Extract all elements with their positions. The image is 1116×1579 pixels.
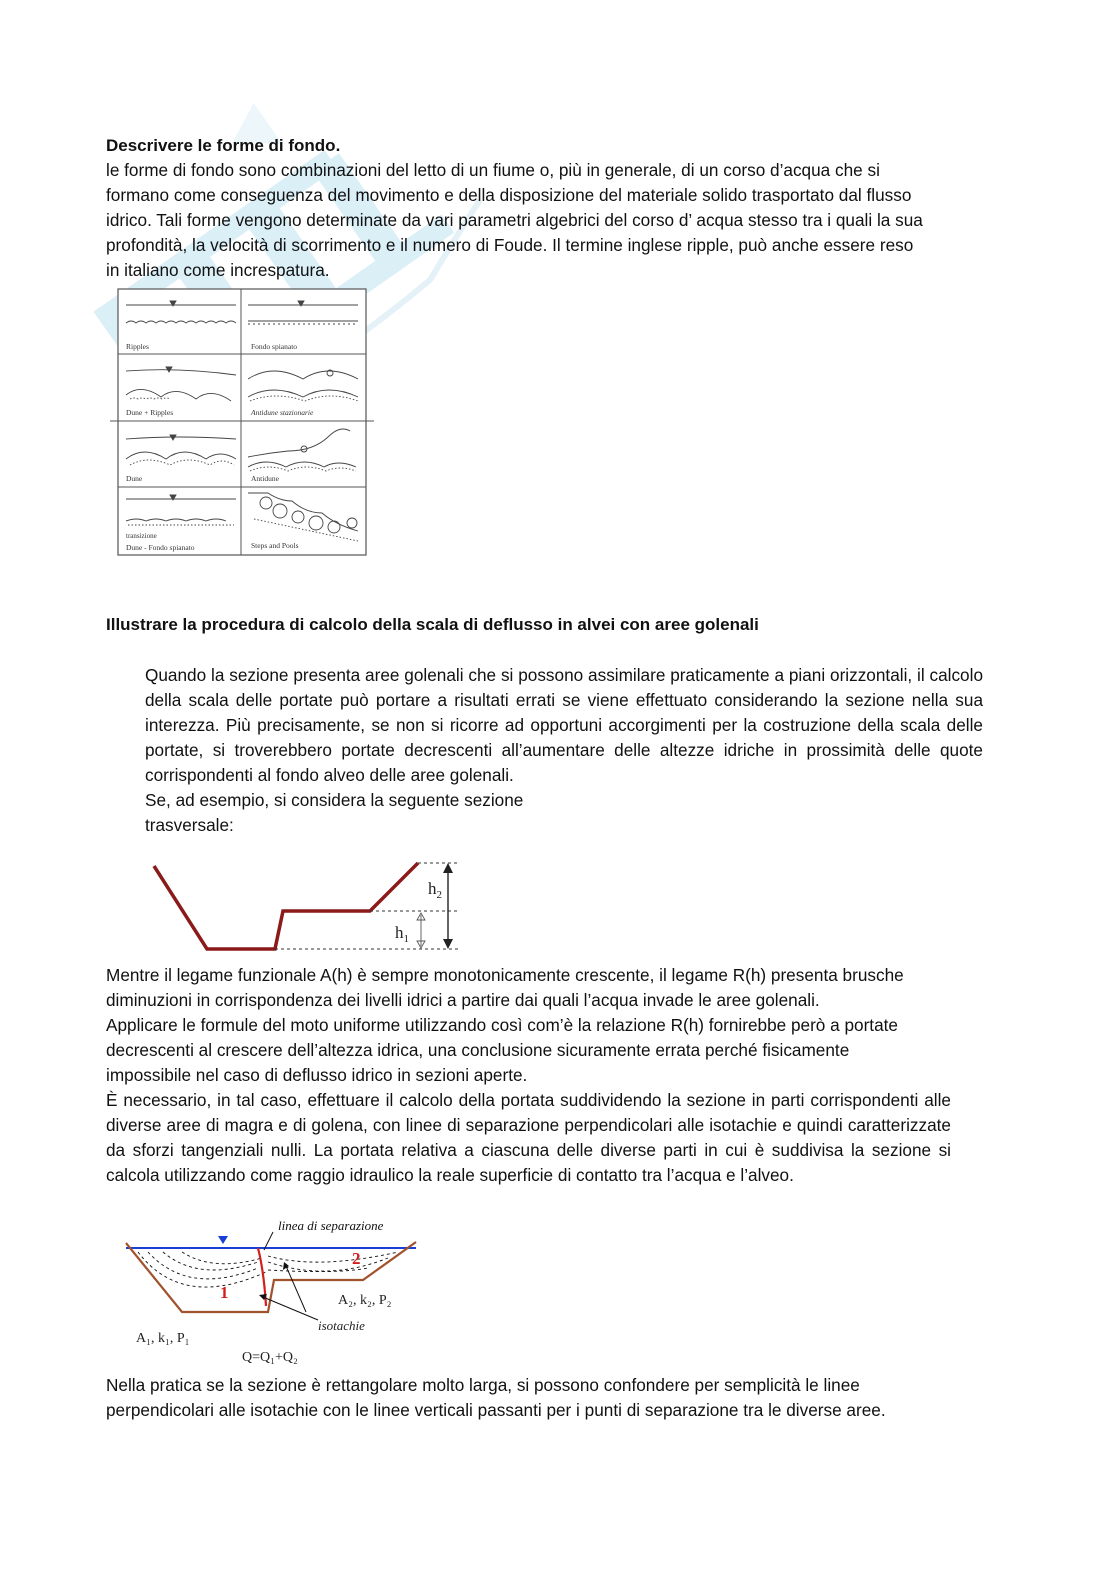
h1-label: $h_1$ [395, 923, 409, 945]
section2-final [106, 1373, 886, 1423]
section1-line: profondità, la velocità di scorrimento e il numero di Foude. Il termine inglese ripple, può anche essere reso [106, 235, 914, 255]
section1-body [106, 158, 923, 283]
water-level-icon [218, 1236, 228, 1244]
zone-2-label: 2 [352, 1249, 361, 1268]
isotachie-label: isotachie [318, 1318, 365, 1333]
final-line: perpendicolari alle isotachie con le linee verticali passanti per i punti di separazione tra le diverse aree. [106, 1400, 886, 1420]
arrow-head-icon [443, 939, 453, 949]
zone-1-label: 1 [220, 1283, 229, 1302]
a2-label: A₂, k₂, P₂ [338, 1293, 392, 1308]
cross-section-figure [140, 858, 470, 958]
channel-profile [154, 863, 418, 949]
bedforms-caption: Dune - Fondo spianato [126, 543, 195, 552]
section2-line-b: trasversale: [145, 815, 234, 835]
bedforms-caption: Antidune [251, 474, 279, 483]
bedforms-caption: Dune [126, 474, 143, 483]
para2-line: decrescenti al crescere dell’altezza idrica, una conclusione sicuramente errata perché fisicamente [106, 1040, 850, 1060]
arrow-head-icon [443, 863, 453, 873]
h2-label: $h_2$ [428, 879, 442, 901]
linea-label: linea di separazione [278, 1218, 384, 1233]
section1-line: formano come conseguenza del movimento e della disposizione del materiale solido trasportato dal flusso [106, 185, 912, 205]
section1-line: in italiano come increspatura. [106, 260, 330, 280]
bedforms-frame [118, 289, 366, 555]
leader-line [286, 1266, 306, 1312]
final-line: Nella pratica se la sezione è rettangolare molto larga, si possono confondere per semplicità le linee [106, 1375, 860, 1395]
bedforms-caption: Steps and Pools [251, 541, 299, 550]
section2-para3: È necessario, in tal caso, effettuare il calcolo della portata suddividendo la sezione in parti corrispondenti alle diverse aree di magra e di golena, con linee di separazione perpendicolari alle isotachie e quindi caratterizzate da sforzi tangenziali nulli. La portata relativa a ciascuna delle diverse parti in cui è suddivisa la sezione si calcola utilizzando come raggio idraulico la reale superficie di contatto tra l’acqua e l’alveo. [106, 1090, 951, 1185]
section2-para2 [106, 963, 904, 1088]
section2-title: Illustrare la procedura di calcolo della scala di deflusso in alvei con aree golenali [106, 615, 759, 634]
q-label: Q=Q₁+Q₂ [242, 1350, 298, 1365]
arrow-head-icon [283, 1262, 289, 1270]
bedforms-caption: Ripples [126, 342, 149, 351]
section1-line: le forme di fondo sono combinazioni del letto di un fiume o, più in generale, di un corso d’acqua che si [106, 160, 880, 180]
a1-label: A₁, k₁, P₁ [136, 1331, 190, 1346]
para2-line: impossibile nel caso di deflusso idrico in sezioni aperte. [106, 1065, 528, 1085]
para2-line: diminuzioni in corrispondenza dei livelli idrici a partire dai quali l’acqua invade le aree golenali. [106, 990, 820, 1010]
section1-title: Descrivere le forme di fondo. [106, 136, 341, 155]
section2-intro: Quando la sezione presenta aree golenali che si possono assimilare praticamente a piani orizzontali, il calcolo della scala delle portate può portare a risultati errati se viene effettuato considerando la sezione nella sua interezza. Più precisamente, se non si ricorre ad opportuni accorgimenti per la costruzione della scala delle portate, si troverebbero portate decrescenti all’aumentare delle altezze idriche in prossimità delle quote corrispondenti al fondo alveo delle aree golenali. [145, 665, 983, 785]
para2-line: Mentre il legame funzionale A(h) è sempre monotonicamente crescente, il legame R(h) presenta brusche [106, 965, 904, 985]
leader-line [263, 1297, 318, 1320]
bedforms-caption: Antidune stazionarie [251, 408, 314, 417]
section2-line-a: Se, ad esempio, si considera la seguente sezione [145, 790, 524, 810]
bedforms-caption: Dune + Ripples [126, 408, 174, 417]
separation-diagram [118, 1212, 430, 1367]
bedforms-figure [108, 287, 376, 559]
section1-line: idrico. Tali forme vengono determinate da vari parametri algebrici del corso d’ acqua stesso tra i quali la sua [106, 210, 923, 230]
para2-line: Applicare le formule del moto uniforme utilizzando così com’è la relazione R(h) fornirebbe però a portate [106, 1015, 898, 1035]
bedforms-caption: Fondo spianato [251, 342, 298, 351]
bedforms-caption: transizione [126, 532, 157, 540]
